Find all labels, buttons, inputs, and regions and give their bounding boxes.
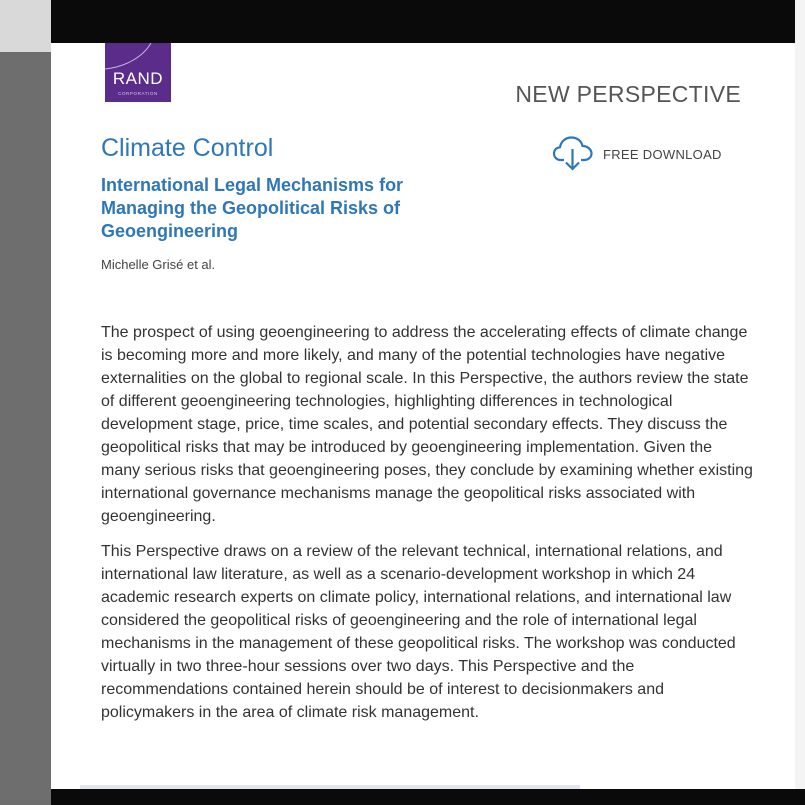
page-title[interactable]: Climate Control — [101, 134, 274, 162]
abstract — [101, 321, 753, 736]
paragraph: This Perspective draws on a review of the relevant technical, international relations, and international law literature, as well as a scenario-development workshop in which 24 academic research experts on climate policy, international relations, and international law considered the geopolitical risks of geoengineering and the role of international legal mechanisms in the management of these geopolitical risks. The workshop was conducted virtually in two three-hour sessions over two days. This Perspective and the recommendations contained herein should be of interest to decisionmakers and policymakers in the area of climate risk management. — [101, 543, 736, 721]
left-background-top — [0, 0, 51, 52]
logo-text: RAND — [112, 69, 164, 88]
paragraph: The prospect of using geoengineering to address the accelerating effects of climate change is becoming more and more likely, and many of the potential technologies have negative externalities on the global to regional scale. In this Perspective, the authors review the state of different geoengineering technologies, highlighting differences in technological development stage, price, time scales, and potential secondary effects. They discuss the geopolitical risks that may be introduced by geoengineering implementation. Given the many serious risks that geoengineering poses, they conclude by examining whether existing international governance mechanisms manage the geopolitical risks associated with geoengineering. — [101, 324, 753, 525]
rand-logo — [105, 43, 171, 102]
logo-subtext: CORPORATION — [118, 91, 158, 96]
free-download-button[interactable] — [553, 135, 722, 173]
right-background — [795, 0, 805, 805]
cloud-download-icon — [553, 135, 593, 173]
document-page — [51, 43, 795, 789]
free-download-label: FREE DOWNLOAD — [603, 146, 722, 162]
author: Michelle Grisé et al. — [101, 257, 216, 272]
page-subtitle: International Legal Mechanisms for Managing the Geopolitical Risks of Geoengineering — [101, 175, 404, 241]
publication-type: NEW PERSPECTIVE — [515, 81, 741, 107]
bottom-black-bar — [51, 789, 805, 805]
top-black-bar — [51, 0, 795, 43]
left-background — [0, 0, 51, 805]
